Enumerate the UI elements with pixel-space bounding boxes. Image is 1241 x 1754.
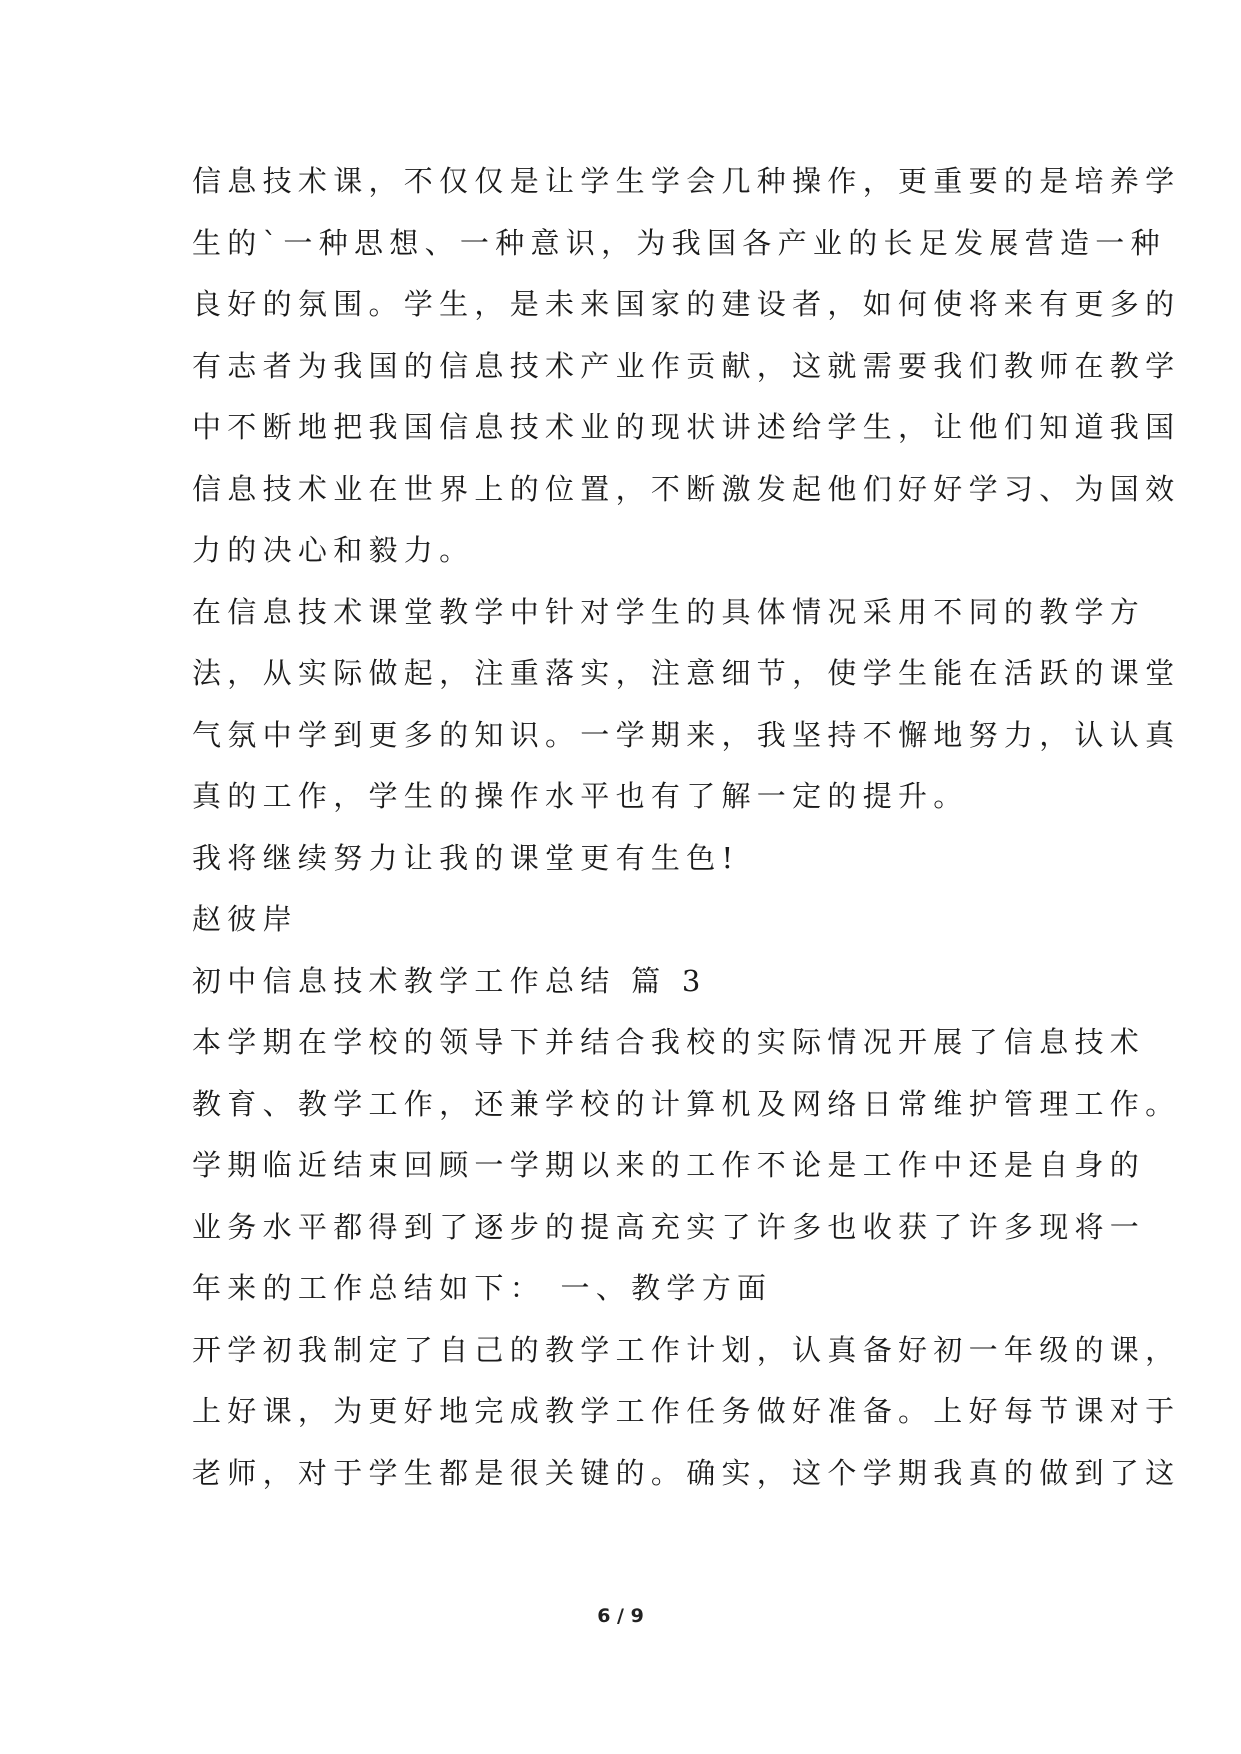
section-heading: 初中信息技术教学工作总结 篇 3 [192,963,707,998]
text-line: 学期临近结束回顾一学期以来的工作不论是工作中还是自身的 [192,1148,1146,1182]
text-line: 气氛中学到更多的知识。一学期来，我坚持不懈地努力，认认真 [192,717,1181,752]
text-line: 中不断地把我国信息技术业的现状讲述给学生，让他们知道我国 [192,410,1181,444]
text-line: 有志者为我国的信息技术产业作贡献，这就需要我们教师在教学 [192,348,1181,383]
text-line: 老师，对于学生都是很关键的。确实，这个学期我真的做到了这 [192,1455,1181,1490]
text-line: 良好的氛围。学生，是未来国家的建设者，如何使将来有更多的 [192,287,1181,321]
body-text [192,160,1181,1513]
text-line: 在信息技术课堂教学中针对学生的具体情况采用不同的教学方 [192,594,1146,629]
text-line: 业务水平都得到了逐步的提高充实了许多也收获了许多现将一 [192,1209,1146,1244]
text-line: 生的`一种思想、一种意识，为我国各产业的长足发展营造一种 [192,225,1166,260]
page-number: 6 / 9 [597,1605,644,1627]
text-line: 我将继续努力让我的课堂更有生色! [192,840,740,875]
text-line: 开学初我制定了自己的教学工作计划，认真备好初一年级的课， [192,1332,1181,1367]
signature-line: 赵彼岸 [192,902,298,936]
text-line: 法，从实际做起，注重落实，注意细节，使学生能在活跃的课堂 [192,656,1181,690]
text-line: 上好课，为更好地完成教学工作任务做好准备。上好每节课对于 [192,1394,1181,1428]
text-line: 力的决心和毅力。 [192,533,475,567]
text-line: 真的工作，学生的操作水平也有了解一定的提升。 [192,779,969,813]
text-line: 本学期在学校的领导下并结合我校的实际情况开展了信息技术 [192,1025,1146,1059]
text-line: 教育、教学工作，还兼学校的计算机及网络日常维护管理工作。 [192,1086,1181,1121]
text-line: 信息技术课，不仅仅是让学生学会几种操作，更重要的是培养学 [192,164,1181,198]
text-line: 年来的工作总结如下： 一、教学方面 [192,1271,773,1305]
text-line: 信息技术业在世界上的位置，不断激发起他们好好学习、为国效 [192,471,1181,506]
